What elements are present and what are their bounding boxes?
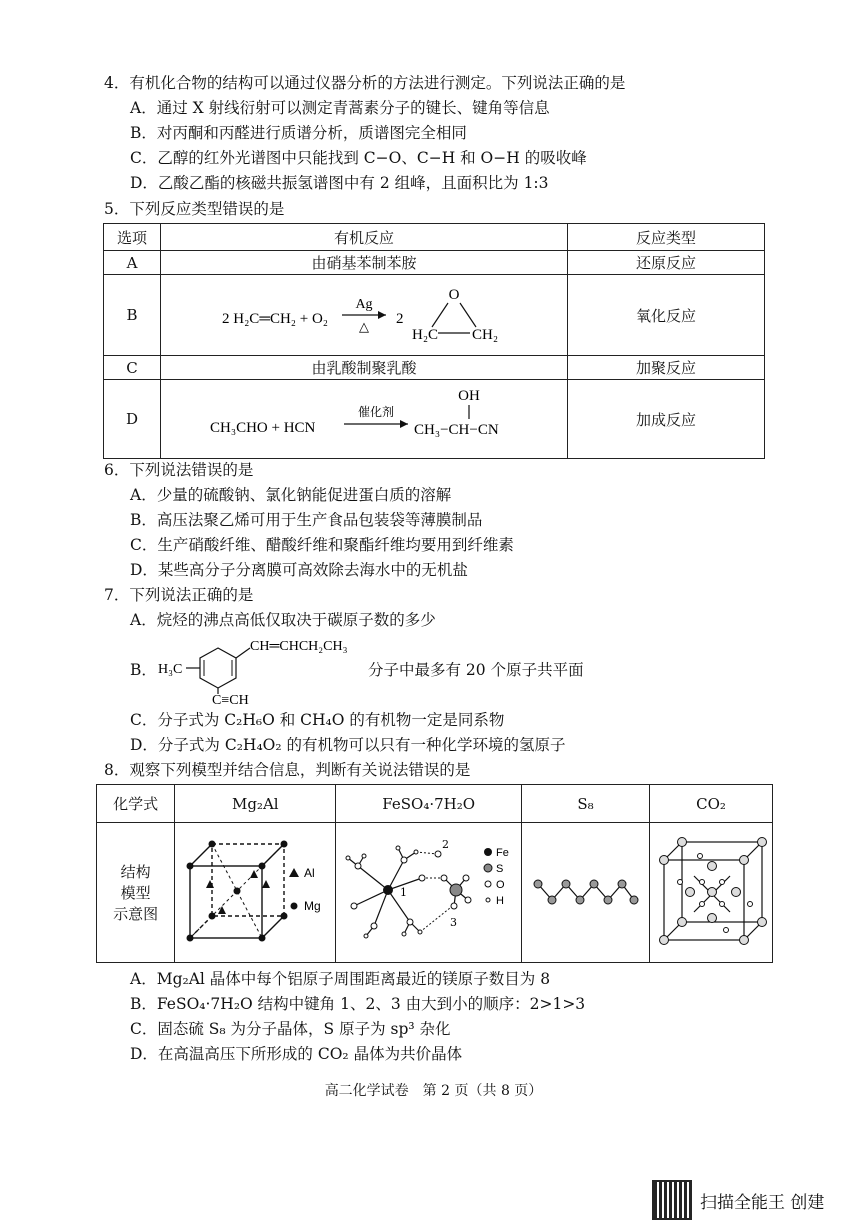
q5-row-b-option: B [104, 275, 161, 356]
q6-option-c: C．生产硝酸纤维、醋酸纤维和聚酯纤维均要用到纤维素 [130, 536, 514, 554]
sulfate-sulfur [450, 884, 462, 896]
eq-d-rhs: CH₃−CH−CN [414, 422, 499, 438]
q7-stem: 7．下列说法正确的是 [104, 586, 254, 604]
q8-option-b: B．FeSO₄·7H₂O 结构中键角 1、2、3 由大到小的顺序：2>1>3 [130, 995, 586, 1013]
legend-fe-dot [484, 848, 492, 856]
q5-row-b-reaction [161, 275, 568, 356]
q5-row-b-type: 氧化反应 [568, 275, 765, 356]
legend-o-dot [485, 881, 491, 887]
legend-o: O [495, 878, 505, 891]
q6-stem: 6．下列说法错误的是 [104, 461, 254, 479]
q5-table [103, 223, 765, 459]
q5-row-d-type: 加成反应 [568, 380, 765, 459]
substituent-bond-top [236, 648, 250, 658]
q4-option-c: C．乙醇的红外光谱图中只能找到 C−O、C−H 和 O−H 的吸收峰 [130, 149, 587, 167]
legend-al: Al [304, 865, 315, 880]
legend-s-dot [484, 864, 492, 872]
q7-option-c: C．分子式为 C₂H₆O 和 CH₄O 的有机物一定是同系物 [130, 711, 505, 729]
q5-row-a-reaction: 由硝基苯制苯胺 [161, 251, 568, 275]
legend-h-dot [486, 898, 490, 902]
q5-header-type: 反应类型 [568, 224, 765, 251]
q5-row-c-reaction: 由乳酸制聚乳酸 [161, 356, 568, 380]
co2-model [650, 826, 772, 956]
feso4-model-cell [336, 823, 522, 963]
q5-header-option: 选项 [104, 224, 161, 251]
q8-option-c: C．固态硫 S₈ 为分子晶体，S 原子为 sp³ 杂化 [130, 1020, 451, 1038]
q4-stem: 4．有机化合物的结构可以通过仪器分析的方法进行测定。下列说法正确的是 [104, 74, 626, 92]
cyanohydrin-equation [164, 380, 564, 454]
methyl-group: H₃C [158, 662, 183, 677]
page-footer: 高二化学试卷 第 2 页（共 8 页） [324, 1083, 543, 1099]
row-label-3: 示意图 [113, 905, 159, 923]
q4-option-a: A．通过 X 射线衍射可以测定青蒿素分子的键长、键角等信息 [130, 99, 550, 117]
row-label-1: 结构 [120, 863, 151, 881]
qr-code-icon [652, 1180, 692, 1220]
legend-s: S [495, 862, 504, 875]
eq-d-catalyst: 催化剂 [357, 405, 395, 419]
q7-molecule-structure [158, 634, 368, 706]
q5-row-d-reaction [161, 380, 568, 459]
q6-option-a: A．少量的硫酸钠、氯化钠能促进蛋白质的溶解 [130, 486, 452, 504]
legend-mg: Mg [304, 898, 321, 913]
legend-h: H [495, 894, 504, 907]
q8-header-formula: 化学式 [97, 785, 175, 823]
q7-option-d: D．分子式为 C₂H₄O₂ 的有机物可以只有一种化学环境的氢原子 [130, 736, 566, 754]
s8-model-cell [522, 823, 650, 963]
eq-d-lhs: CH₃CHO + HCN [210, 420, 316, 436]
benzene-ring [200, 648, 236, 688]
ethynyl-group: C≡CH [212, 693, 249, 706]
epoxide-c2: CH₂ [472, 327, 499, 343]
q8-table [96, 784, 773, 963]
epoxide-bond-left [432, 303, 448, 327]
q8-row-label [97, 823, 175, 963]
q8-header-co2: CO₂ [650, 785, 773, 823]
eq-b-coef: 2 [396, 311, 404, 327]
eq-b-catalyst: Ag [355, 297, 373, 312]
eq-b-lhs: 2 H₂C═CH₂ + O₂ [222, 311, 329, 327]
scanner-watermark [652, 1180, 824, 1220]
q5-row-a-option: A [104, 251, 161, 275]
q7-option-b-label: B． [130, 661, 157, 679]
q6-option-b: B．高压法聚乙烯可用于生产食品包装袋等薄膜制品 [130, 511, 483, 529]
q8-stem: 8．观察下列模型并结合信息，判断有关说法错误的是 [104, 761, 471, 779]
q8-header-feso4: FeSO₄·7H₂O [336, 785, 522, 823]
s8-model [524, 826, 648, 956]
q5-row-a-type: 还原反应 [568, 251, 765, 275]
angle-mark-3: 3 [449, 915, 457, 929]
angle-mark-2: 2 [441, 837, 449, 851]
q4-option-d: D．乙酸乙酯的核磁共振氢谱图中有 2 组峰，且面积比为 1:3 [130, 174, 549, 192]
legend-fe: Fe [495, 846, 509, 859]
q6-option-d: D．某些高分子分离膜可高效除去海水中的无机盐 [130, 561, 468, 579]
co2-model-cell [650, 823, 773, 963]
mg2al-model [176, 826, 334, 956]
eq-d-arrowhead [400, 420, 408, 428]
angle-mark-1: 1 [399, 885, 407, 899]
epoxidation-equation [164, 275, 564, 351]
eq-b-arrowhead [378, 311, 386, 319]
epoxide-oxygen: O [448, 287, 460, 303]
butenyl-group: CH═CHCH₂CH₃ [250, 639, 348, 654]
eq-d-oh: OH [458, 388, 480, 404]
watermark-text: 扫描全能王 创建 [700, 1192, 825, 1213]
q7-option-a: A．烷烃的沸点高低仅取决于碳原子数的多少 [130, 611, 436, 629]
epoxide-c1: H₂C [412, 327, 439, 343]
q5-stem: 5．下列反应类型错误的是 [104, 200, 285, 218]
q8-header-s8: S₈ [522, 785, 650, 823]
q5-row-c-type: 加聚反应 [568, 356, 765, 380]
feso4-model [338, 826, 520, 956]
q5-row-d-option: D [104, 380, 161, 459]
q8-option-a: A．Mg₂Al 晶体中每个铝原子周围距离最近的镁原子数目为 8 [130, 970, 551, 988]
q5-row-c-option: C [104, 356, 161, 380]
q8-header-mg2al: Mg₂Al [175, 785, 336, 823]
mg2al-model-cell [175, 823, 336, 963]
q4-option-b: B．对丙酮和丙醛进行质谱分析，质谱图完全相同 [130, 124, 467, 142]
eq-b-heat: △ [359, 320, 369, 335]
q8-option-d: D．在高温高压下所形成的 CO₂ 晶体为共价晶体 [130, 1045, 463, 1063]
epoxide-bond-right [460, 303, 476, 327]
row-label-2: 模型 [120, 884, 151, 902]
q7-option-b-text: 分子中最多有 20 个原子共平面 [368, 661, 584, 679]
q5-header-reaction: 有机反应 [161, 224, 568, 251]
